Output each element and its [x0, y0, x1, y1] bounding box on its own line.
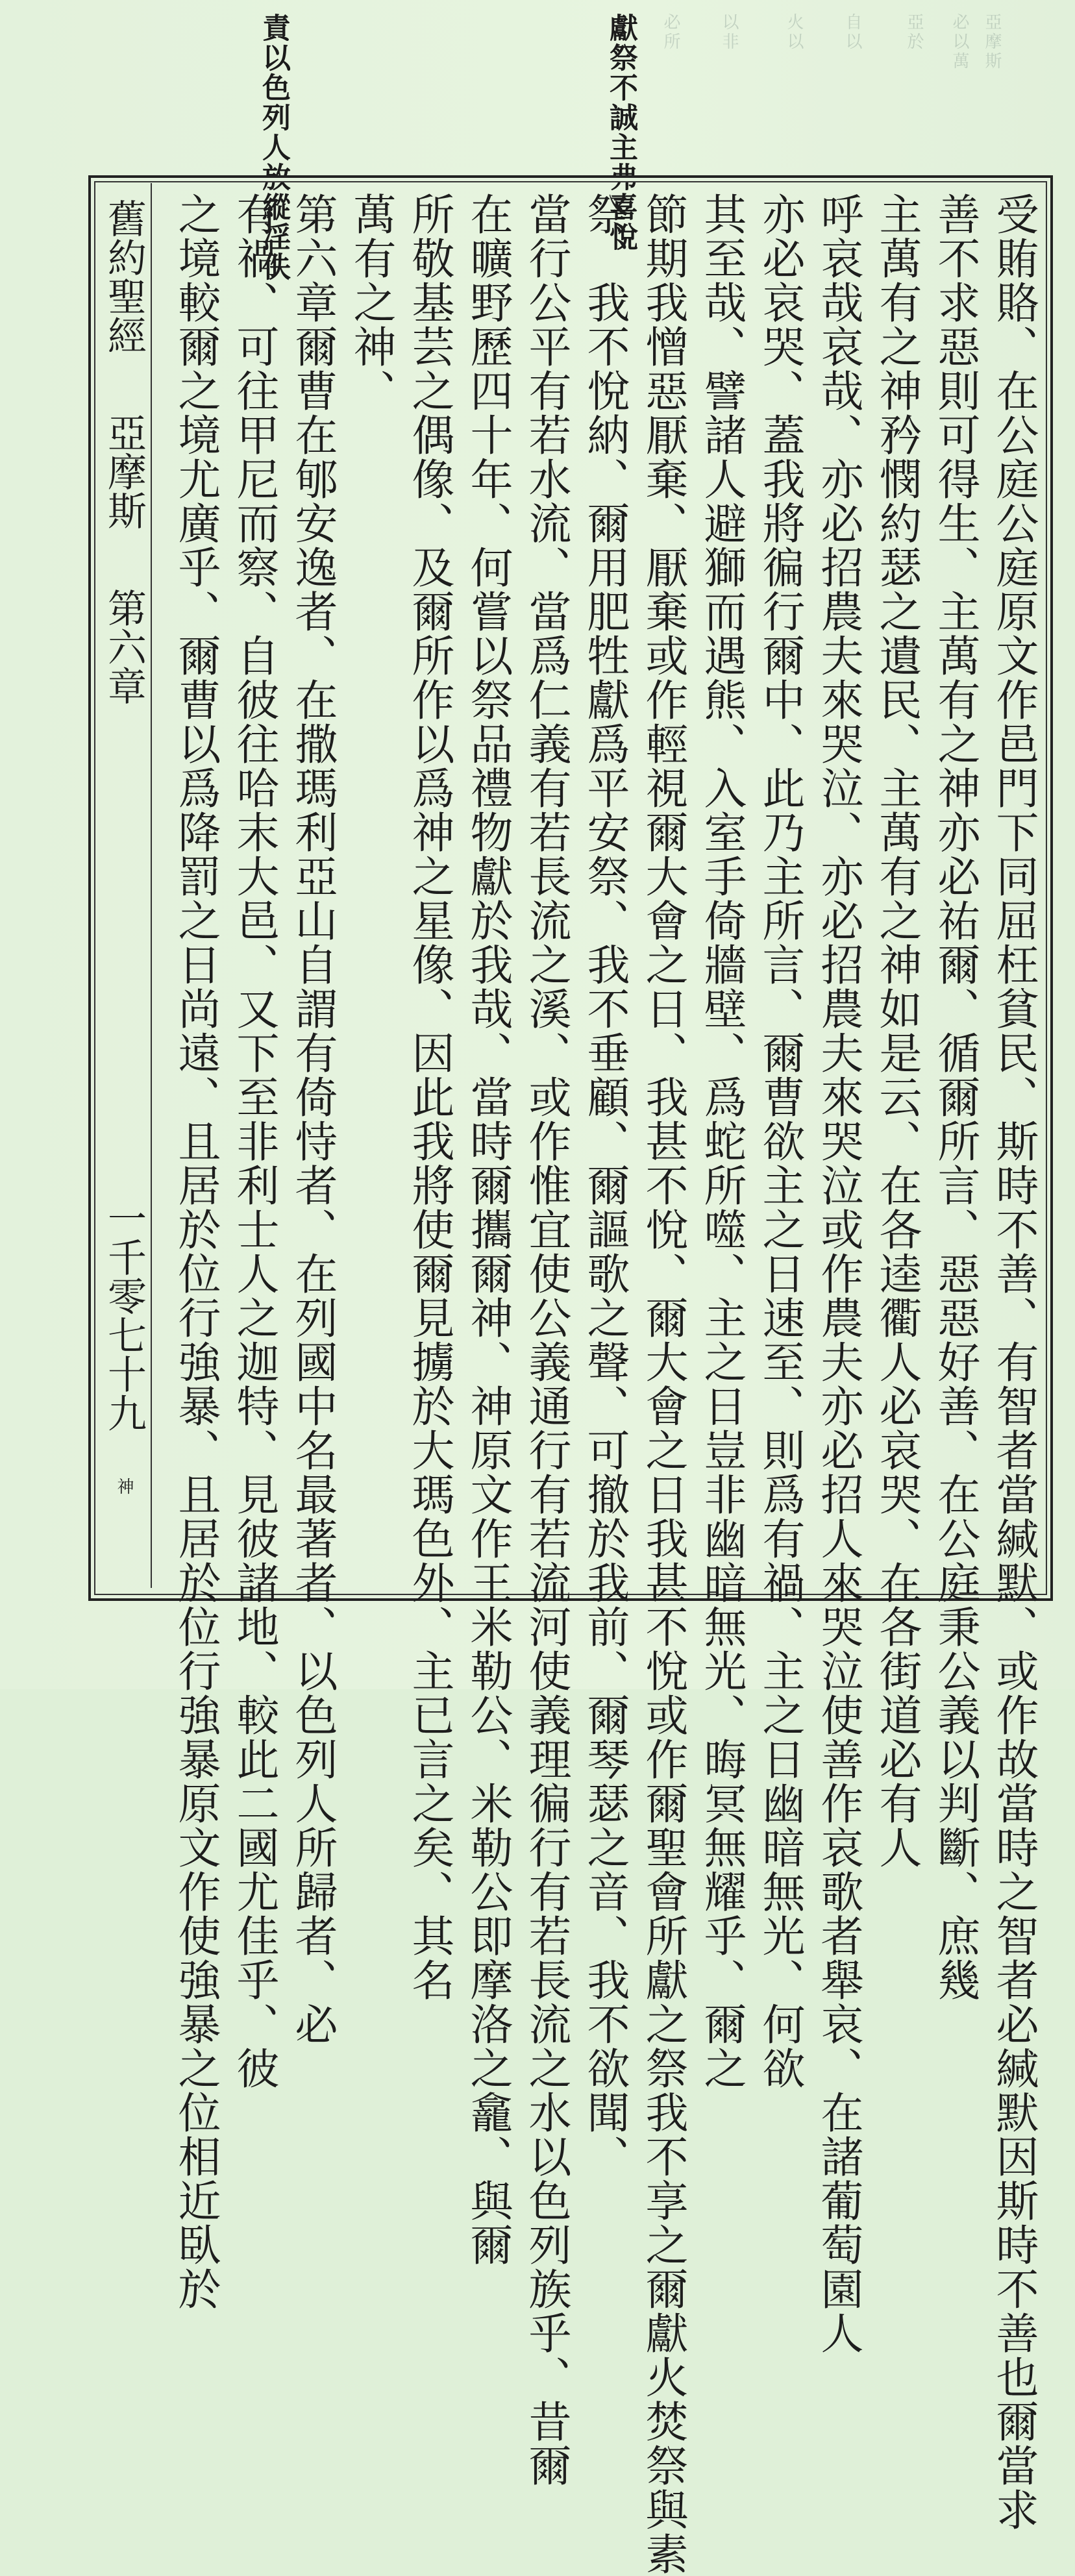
ghost-text: 自以 — [843, 13, 862, 52]
text-column: 有禍、可往甲尼而察、自彼往哈末大邑、又下至非利士人之迦特、見彼諸地、較此二國尤佳乎、彼 — [229, 192, 279, 2090]
ghost-text: 亞於 — [904, 13, 924, 52]
text-column: 其至哉、譬諸人避獅而遇熊、入室手倚牆壁、爲蛇所噬、主之日豈非幽暗無光、晦冥無耀乎、爾之 — [697, 192, 747, 2090]
body-text — [158, 192, 1039, 2576]
page-number: 一千零七十九 — [101, 1198, 147, 1432]
text-column: 節期我憎惡厭棄、厭棄或作輕視爾大會之日、我甚不悅、爾大會之日我甚不悅或作爾聖會所獻之祭我不享之爾獻火焚祭與素 — [638, 192, 688, 2576]
text-column: 善不求惡則可得生、主萬有之神亦必祐爾、循爾所言、惡惡好善、在公庭秉公義以判斷、庶幾 — [930, 192, 980, 2002]
text-column: 當行公平有若水流、當爲仁義有若長流之溪、或作惟宜使公義通行有若流河使義理徧行有若長流之水以色列族乎、昔爾 — [521, 192, 571, 2488]
text-column: 亦必哀哭、蓋我將徧行爾中、此乃主所言、爾曹欲主之日速至、則爲有禍、主之日幽暗無光、何欲 — [755, 192, 805, 2090]
text-column: 在曠野歷四十年、何嘗以祭品禮物獻於我哉、當時爾攜爾神、神原文作王米勒公、米勒公即摩洛之龕、與爾 — [463, 192, 513, 2267]
ghost-text: 必所 — [661, 13, 680, 52]
ghost-text: 以非 — [719, 13, 739, 52]
text-column: 呼哀哉哀哉、亦必招農夫來哭泣、亦必招農夫來哭泣或作農夫亦必招人來哭泣使善作哀歌者舉哀、在諸葡萄園人 — [813, 192, 863, 2355]
ghost-text: 亞摩斯 — [982, 13, 1002, 71]
footer-mark: 神 — [114, 1478, 134, 1494]
head-note-1: 獻祭不誠主弗喜悅 — [604, 13, 637, 252]
ghost-text: 火以 — [784, 13, 804, 52]
text-column: 之境較爾之境尤廣乎、爾曹以爲降罰之日尚遠、且居於位行強暴、且居於位行強暴原文作使強暴之位相近臥於 — [171, 192, 221, 2311]
book-name: 亞摩斯 — [101, 413, 147, 530]
text-column: 第六章爾曹在郇安逸者、在撒瑪利亞山自謂有倚恃者、在列國中名最著者、以色列人所歸者、必 — [288, 192, 338, 2046]
head-note-2: 責以色列人放縱淫佚 — [257, 13, 290, 282]
running-title — [97, 199, 151, 1575]
ghost-text: 必以萬 — [950, 13, 969, 71]
text-column: 受賄賂、在公庭公庭原文作邑門下同屈枉貧民、斯時不善、有智者當緘默、或作故當時之智者必緘默因斯時不善也爾當求 — [989, 192, 1039, 2532]
text-column: 主萬有之神矜憫約瑟之遺民、主萬有之神如是云、在各逵衢人必哀哭、在各街道必有人 — [872, 192, 922, 1870]
text-column: 萬有之神、 — [346, 192, 396, 413]
text-column: 祭、我不悅納、爾用肥牲獻爲平安祭、我不垂顧、爾謳歌之聲、可撤於我前、爾琴瑟之音、我不欲聞、 — [580, 192, 630, 2179]
book-title: 舊約聖經 — [101, 199, 147, 354]
margin-column — [97, 183, 152, 1588]
text-column: 所敬基芸之偶像、及爾所作以爲神之星像、因此我將使爾見擄於大瑪色外、主已言之矣、其名 — [404, 192, 454, 2002]
chapter-label: 第六章 — [101, 588, 147, 705]
